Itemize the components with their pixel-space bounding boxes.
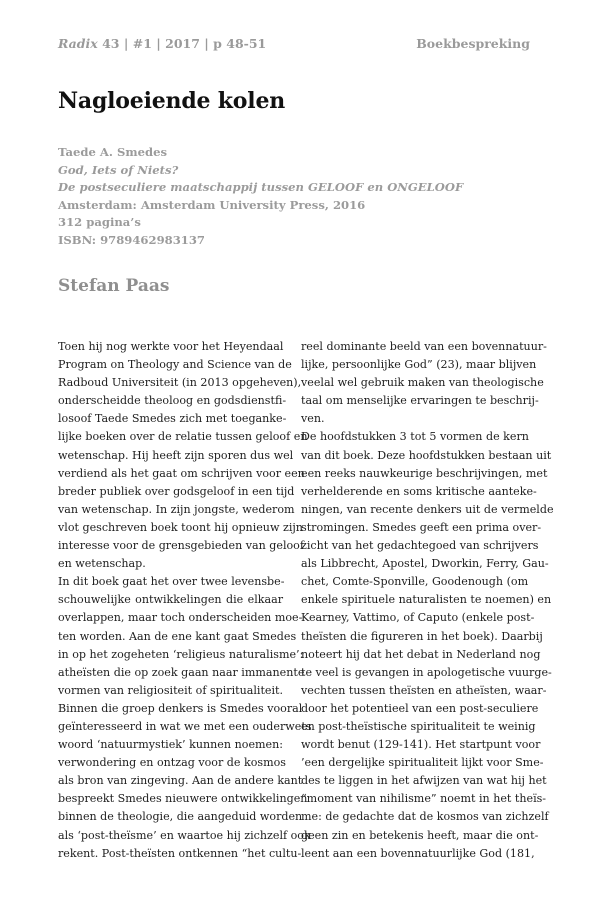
text-line: veelal wel gebruik maken van theologische	[301, 376, 544, 390]
text-line: rekent. Post-theïsten ontkennen “het cultu-	[58, 846, 302, 860]
text-line: als ‘post-theïsme’ en waartoe hij zichzelf ook	[58, 828, 311, 842]
text-line: als Libbrecht, Apostel, Dworkin, Ferry, Gau-	[301, 557, 549, 571]
text-line: lijke boeken over de relatie tussen geloof en	[58, 430, 308, 444]
journal-name: Radix	[58, 36, 98, 51]
text-line: chet, Comte-Sponville, Goodenough (om	[301, 575, 529, 589]
text-line: De hoofdstukken 3 tot 5 vormen de kern	[301, 430, 529, 444]
text-line: Radboud Universiteit (in 2013 opgeheven),	[58, 376, 302, 390]
text-line: geen zin en betekenis heeft, maar die ont-	[301, 828, 539, 842]
text-line: “moment van nihilisme” noemt in het theïs-	[301, 792, 547, 806]
text-line: en wetenschap.	[58, 557, 146, 571]
text-line: enkele spirituele naturalisten te noemen) en	[301, 593, 552, 607]
text-line: ’een dergelijke spiritualiteit lijkt voor Sme-	[301, 756, 544, 770]
article-title: Nagloeiende kolen	[58, 88, 286, 114]
text-line: theïsten die figureren in het boek). Daarbij	[301, 629, 543, 643]
text-line: geïnteresseerd in wat we met een ouderwets	[58, 719, 312, 733]
text-line: onderscheidde theoloog en godsdienstfi-	[58, 394, 287, 408]
text-line: verdiend als het gaat om schrijven voor een	[58, 466, 305, 480]
text-line: noteert hij dat het debat in Nederland nog	[301, 647, 541, 661]
book-details	[58, 144, 463, 249]
text-line: atheïsten die op zoek gaan naar immanente	[58, 665, 305, 679]
text-line: losoof Taede Smedes zich met toeganke-	[58, 412, 287, 426]
text-line: Toen hij nog werkte voor het Heyendaal	[58, 340, 284, 353]
text-line: ven.	[301, 412, 325, 426]
text-line: van dit boek. Deze hoofdstukken bestaan uit	[301, 448, 552, 462]
book-publisher: Amsterdam: Amsterdam University Press, 2016	[58, 197, 366, 212]
reviewer-name: Stefan Paas	[58, 276, 170, 296]
book-title: God, Iets of Niets?	[58, 162, 179, 177]
text-line: door het potentieel van een post-seculiere	[301, 701, 539, 715]
text-line: te veel is gevangen in apologetische vuurge-	[301, 665, 552, 679]
text-line: bespreekt Smedes nieuwere ontwikkelingen	[58, 792, 308, 806]
text-line: zicht van het gedachtegoed van schrijvers	[301, 539, 539, 553]
text-line: Binnen die groep denkers is Smedes vooral	[58, 701, 303, 715]
body-column-2	[301, 338, 554, 863]
text-line: overlappen, maar toch onderscheiden moe-	[58, 611, 303, 625]
text-line: vlot geschreven boek toont hij opnieuw zijn	[58, 520, 303, 534]
book-pages: 312 pagina’s	[58, 215, 141, 229]
book-author: Taede A. Smedes	[58, 145, 168, 159]
book-isbn: ISBN: 9789462983137	[58, 232, 205, 247]
text-line: vechten tussen theïsten en atheïsten, waar-	[301, 683, 547, 697]
issue-pages: 43 | #1 | 2017 | p 48-51	[97, 36, 267, 51]
journal-citation	[58, 36, 266, 51]
text-line: wordt benut (129-141). Het startpunt voor	[301, 738, 541, 752]
text-line: Kearney, Vattimo, of Caputo (enkele post-	[301, 611, 535, 625]
text-line: Program on Theology and Science van de	[58, 358, 292, 372]
text-line: des te liggen in het afwijzen van wat hij het	[301, 774, 547, 788]
text-line: breder publiek over godsgeloof in een tijd	[58, 484, 295, 498]
text-line: verhelderende en soms kritische aanteke-	[301, 484, 537, 498]
text-line: me: de gedachte dat de kosmos van zichzelf	[301, 810, 549, 824]
text-line: als bron van zingeving. Aan de andere kant	[58, 774, 303, 788]
text-line: wetenschap. Hij heeft zijn sporen dus wel	[58, 448, 294, 462]
section-label: Boekbespreking	[416, 36, 530, 51]
book-subtitle: De postseculiere maatschappij tussen GELOOF en ONGELOOF	[58, 180, 464, 194]
text-line: schouwelijke ontwikkelingen die elkaar	[58, 593, 283, 607]
text-line: een reeks nauwkeurige beschrijvingen, met	[301, 466, 548, 480]
text-line: ningen, van recente denkers uit de vermelde	[301, 502, 554, 516]
text-line: taal om menselijke ervaringen te beschrij-	[301, 394, 539, 408]
text-line: van wetenschap. In zijn jongste, wederom	[58, 502, 295, 516]
text-line: stromingen. Smedes geeft een prima over-	[301, 520, 542, 534]
text-line: verwondering en ontzag voor de kosmos	[58, 756, 286, 770]
text-line: binnen de theologie, die aangeduid worden	[58, 810, 303, 824]
text-line: In dit boek gaat het over twee levensbe-	[58, 575, 285, 589]
text-line: leent aan een bovennatuurlijke God (181,	[301, 846, 535, 860]
text-line: interesse voor de grensgebieden van geloof	[58, 539, 304, 553]
body-column-1	[58, 338, 312, 863]
text-line: woord ‘natuurmystiek’ kunnen noemen:	[58, 738, 283, 752]
text-line: vormen van religiositeit of spiritualiteit.	[58, 683, 284, 697]
text-line: in op het zogeheten ‘religieus naturalisme’:	[58, 647, 304, 661]
running-header	[58, 36, 530, 56]
text-line: ten worden. Aan de ene kant gaat Smedes	[58, 629, 297, 643]
text-line: en post-theïstische spiritualiteit te weinig	[301, 719, 536, 733]
text-line: lijke, persoonlijke God” (23), maar blijven	[301, 358, 537, 372]
text-line: reel dominante beeld van een bovennatuur-	[301, 340, 547, 353]
